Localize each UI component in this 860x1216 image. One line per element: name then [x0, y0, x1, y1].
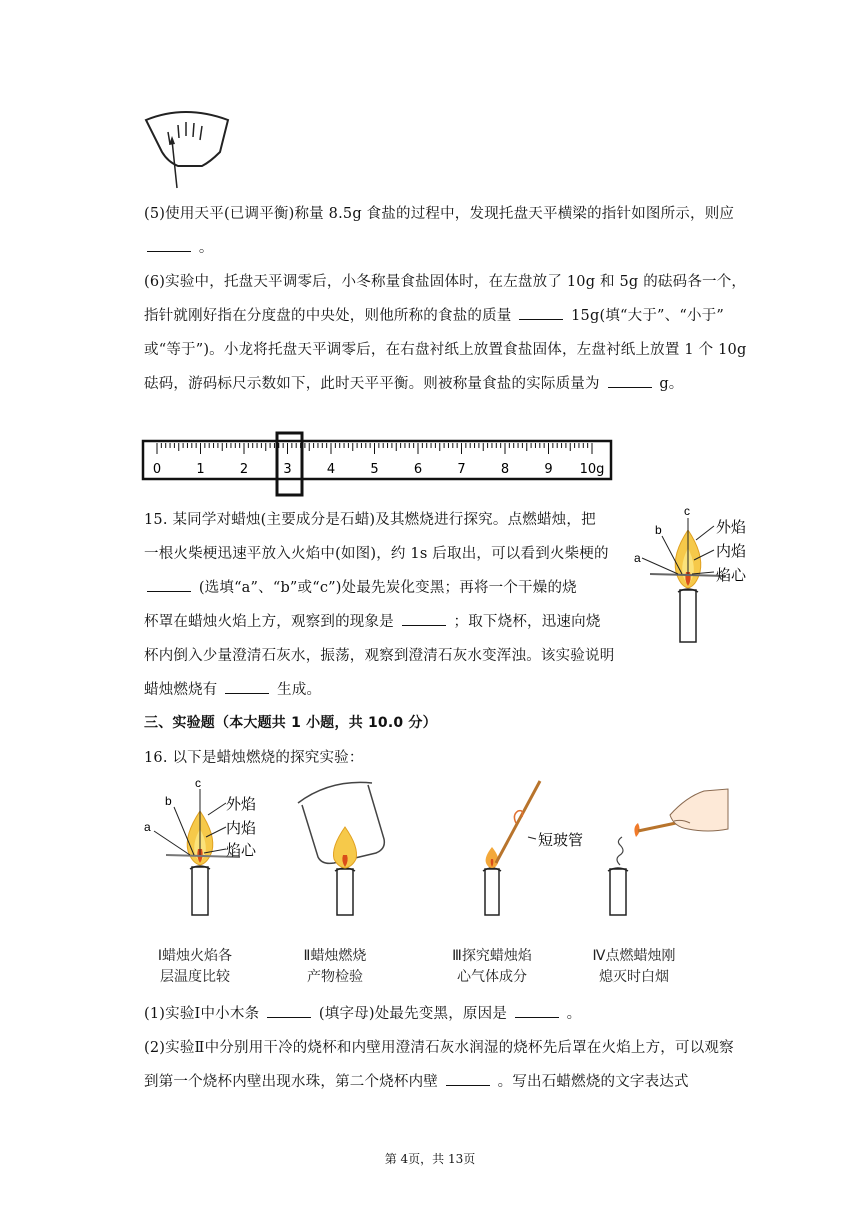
q14-p5-line2: 。 [144, 236, 214, 257]
answer-blank[interactable] [402, 613, 446, 626]
answer-blank[interactable] [225, 681, 269, 694]
rider-ruler-figure [140, 430, 616, 498]
ruler-tick-label: 2 [239, 462, 249, 477]
q14-p5-line1: (5)使用天平(已调平衡)称量 8.5g 食盐的过程中，发现托盘天平横梁的指针如图所示，则应 [144, 206, 735, 222]
label-c: c [684, 504, 690, 518]
q15-line1: 15. 某同学对蜡烛(主要成分是石蜡)及其燃烧进行探究。点燃蜡烛，把 [144, 512, 596, 528]
ruler-tick-label: 10g [579, 462, 605, 477]
caption-experiment-2: Ⅱ蜡烛燃烧 产物检验 [303, 948, 367, 985]
q16-p1: (1)实验Ⅰ中小木条 (填字母)处最先变黑，原因是 。 [144, 1006, 582, 1022]
q16-intro: 16. 以下是蜡烛燃烧的探究实验： [144, 750, 364, 766]
ruler-tick-label: 7 [457, 462, 466, 477]
caption-experiment-1: Ⅰ蜡烛火焰各 层温度比较 [157, 948, 233, 985]
q16-p2-line2: 到第一个烧杯内壁出现水珠，第二个烧杯内壁 。写出石蜡燃烧的文字表达式 [144, 1074, 689, 1090]
answer-blank[interactable] [147, 579, 191, 592]
q14-p6-line4: 砝码，游码标尺示数如下，此时天平平衡。则被称量食盐的实际质量为 g。 [144, 376, 684, 392]
q15-line3: (选填“a”、“b”或“c”)处最先炭化变黑；再将一个干燥的烧 [144, 576, 577, 597]
q16-p2-line1: (2)实验Ⅱ中分别用干冷的烧杯和内壁用澄清石灰水润湿的烧杯先后罩在火焰上方，可以观察 [144, 1040, 734, 1056]
label-a: a [634, 551, 641, 565]
experiment-4-figure [604, 775, 734, 920]
ruler-tick-label: 3 [283, 462, 292, 477]
label-outer-flame: 外焰 [716, 518, 747, 536]
label-short-glass-tube: 短玻管 [538, 831, 584, 849]
q14-p6-line3: 或“等于”)。小龙将托盘天平调零后，在右盘衬纸上放置食盐固体，左盘衬纸上放置 1 个 10g [144, 342, 747, 358]
label-c: c [195, 776, 201, 790]
answer-blank[interactable] [267, 1005, 311, 1018]
ruler-tick-label: 0 [152, 462, 162, 477]
label-b: b [165, 794, 172, 808]
label-a: a [144, 820, 151, 834]
label-outer-flame: 外焰 [226, 795, 257, 813]
page-footer: 第 4页，共 13页 [384, 1152, 476, 1166]
answer-blank[interactable] [147, 239, 191, 252]
answer-blank[interactable] [446, 1073, 490, 1086]
answer-blank[interactable] [608, 375, 652, 388]
answer-blank[interactable] [519, 307, 563, 320]
ruler-tick-label: 8 [500, 462, 510, 477]
caption-experiment-3: Ⅲ探究蜡烛焰 心气体成分 [452, 948, 532, 985]
q15-line2: 一根火柴梗迅速平放入火焰中(如图)，约 1s 后取出，可以看到火柴梗的 [144, 546, 609, 562]
ruler-tick-label: 4 [326, 462, 336, 477]
ruler-tick-label: 1 [196, 462, 205, 477]
experiment-2-figure [290, 775, 410, 920]
section-heading: 三、实验题（本大题共 1 小题，共 10.0 分） [144, 715, 437, 731]
label-inner-flame: 内焰 [226, 819, 257, 837]
balance-pointer-figure [140, 108, 240, 192]
q15-line4: 杯罩在蜡烛火焰上方，观察到的现象是 ；取下烧杯，迅速向烧 [144, 614, 601, 630]
q14-p6-line2: 指针就刚好指在分度盘的中央处，则他所称的食盐的质量 15g(填“大于”、“小于” [144, 308, 724, 324]
ruler-tick-label: 5 [370, 462, 379, 477]
caption-experiment-4: Ⅳ点燃蜡烛刚 熄灭时白烟 [592, 948, 676, 985]
q14-p6-line1: (6)实验中，托盘天平调零后，小冬称量食盐固体时，在左盘放了 10g 和 5g 的砝码各一个， [144, 274, 747, 290]
label-inner-flame: 内焰 [716, 542, 747, 560]
ruler-tick-label: 6 [413, 462, 423, 477]
ruler-tick-label: 9 [544, 462, 553, 477]
q15-line6: 蜡烛燃烧有 生成。 [144, 682, 322, 698]
q15-line5: 杯内倒入少量澄清石灰水，振荡，观察到澄清石灰水变浑浊。该实验说明 [144, 648, 615, 664]
answer-blank[interactable] [515, 1005, 559, 1018]
experiment-1-figure [140, 775, 270, 920]
candle-flame-figure [628, 502, 760, 648]
label-flame-core: 焰心 [716, 566, 747, 584]
experiment-3-figure [460, 775, 600, 920]
label-b: b [655, 523, 662, 537]
label-flame-core: 焰心 [226, 841, 257, 859]
